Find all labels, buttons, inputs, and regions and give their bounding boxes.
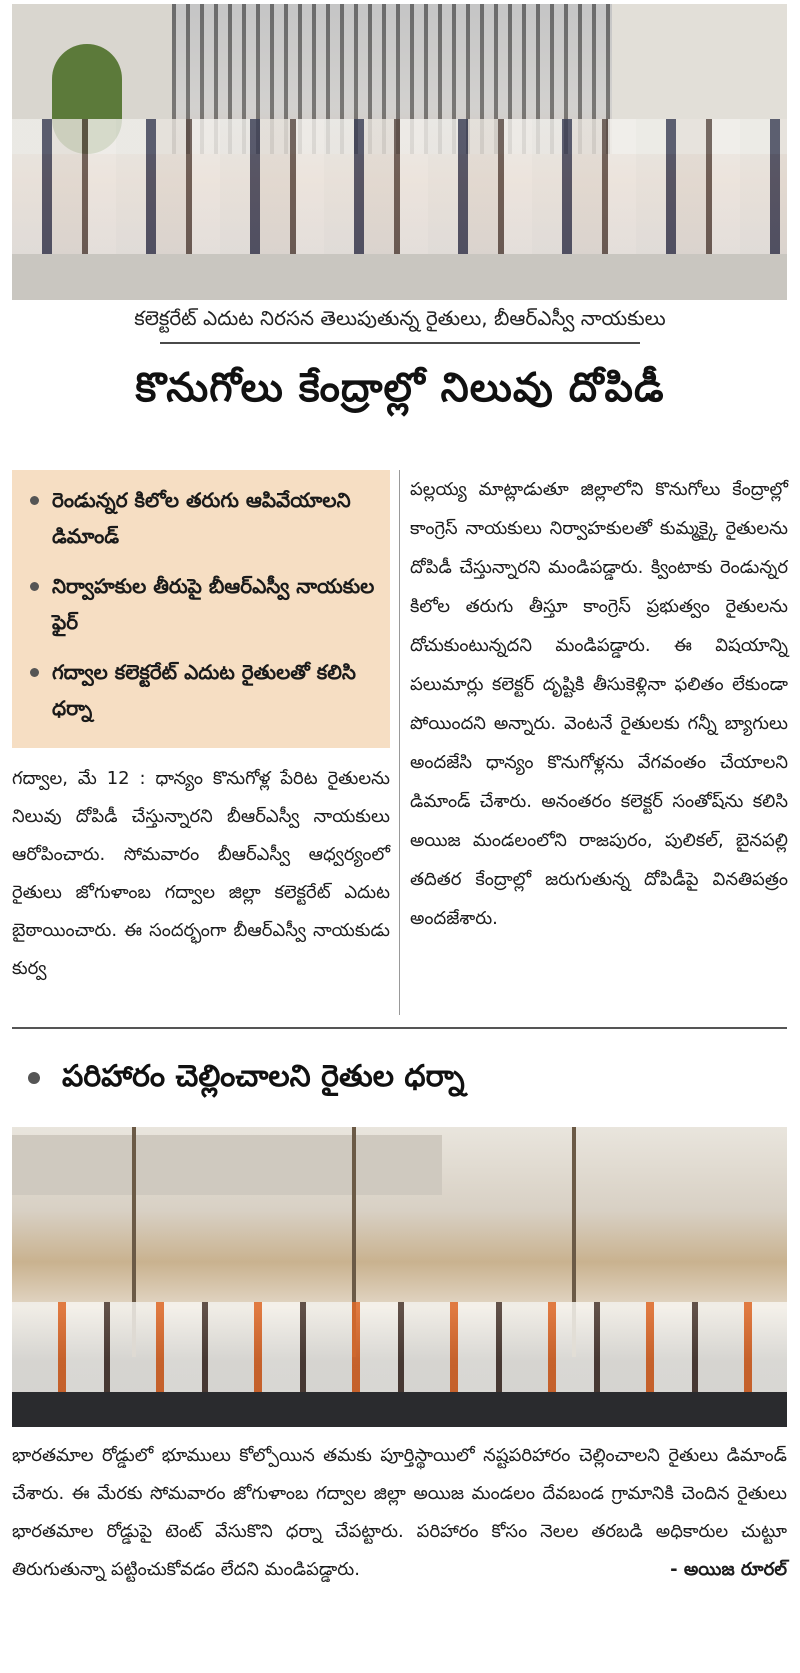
highlight-item xyxy=(30,568,378,640)
section-divider xyxy=(12,1027,787,1029)
dharna-photo-tent xyxy=(12,1127,787,1427)
second-article-body xyxy=(12,1437,787,1589)
second-article-headline xyxy=(28,1055,768,1099)
highlight-item xyxy=(30,482,378,554)
main-headline: కొనుగోలు కేంద్రాల్లో నిలువు దోపిడీ xyxy=(135,365,665,411)
highlight-text: రెండున్నర కిలోల తరుగు ఆపివేయాలని డిమాండ్ xyxy=(52,488,351,548)
article-body-right-column: పల్లయ్య మాట్లాడుతూ జిల్లాలోని కొనుగోలు కేంద్రాల్లో కాంగ్రెస్ నాయకులు నిర్వాహకులతో కుమ్మక్కై రైతులను దోపిడీ చేస్తున్నారని మండిపడ్డారు. క్వింటాకు రెండున్నర కిలోల తరుగు తీస్తూ కాంగ్రెస్ ప్రభుత్వం రైతులను దోచుకుంటున్నదని మండిపడ్డారు. ఈ విషయాన్ని పలుమార్లు కలెక్టర్ దృష్టికి తీసుకెళ్లినా ఫలితం లేకుండా పోయిందని అన్నారు. వెంటనే రైతులకు గన్నీ బ్యాగులు అందజేసి ధాన్యం కొనుగోళ్లను వేగవంతం చేయాలని డిమాండ్ చేశారు. అనంతరం కలెక్టర్ సంతోష్‌ను కలిసి అయిజ మండలంలోని రాజపురం, పులికల్, బైనపల్లి తదితర కేంద్రాల్లో జరుగుతున్న దోపిడీపై వినతిపత్రం అందజేశారు. xyxy=(410,479,788,929)
second-article-text: భారతమాల రోడ్డులో భూములు కోల్పోయిన తమకు పూర్తిస్థాయిలో నష్టపరిహారం చెల్లించాలని రైతులు డిమాండ్ చేశారు. ఈ మేరకు సోమవారం జోగుళాంబ గద్వాల జిల్లా అయిజ మండలం దేవబండ గ్రామానికి చెందిన రైతులు భారతమాల రోడ్డుపై టెంట్ వేసుకొని ధర్నా చేపట్టారు. పరిహారం కోసం నెలల తరబడి అధికారుల చుట్టూ తిరుగుతున్నా పట్టించుకోవడం లేదని మండిపడ్డారు. xyxy=(12,1445,787,1580)
byline: - అయిజ రూరల్ xyxy=(670,1559,787,1580)
caption-divider xyxy=(160,342,640,344)
highlight-text: గద్వాల కలెక్టరేట్ ఎదుట రైతులతో కలిసి ధర్నా xyxy=(52,660,356,720)
article-body-left-column: గద్వాల, మే 12 : ధాన్యం కొనుగోళ్ల పేరిట రైతులను నిలువు దోపిడీ చేస్తున్నారని బీఆర్ఎస్వీ నాయకులు ఆరోపించారు. సోమవారం బీఆర్ఎస్వీ ఆధ్వర్యంలో రైతులు జోగుళాంబ గద్వాల జిల్లా కలెక్టరేట్ ఎదుట బైఠాయించారు. ఈ సందర్భంగా బీఆర్ఎస్వీ నాయకుడు కుర్వ xyxy=(12,768,390,979)
highlights-box xyxy=(12,470,390,748)
bullet-icon xyxy=(28,1072,40,1084)
highlights-list xyxy=(12,470,390,726)
photo-ground xyxy=(12,254,787,300)
photo-tarpaulin xyxy=(12,1392,787,1427)
photo-caption: కలెక్టరేట్ ఎదుట నిరసన తెలుపుతున్న రైతులు, బీఆర్ఎస్వీ నాయకులు xyxy=(134,306,666,330)
highlight-text: నిర్వాహకుల తీరుపై బీఆర్ఎస్వీ నాయకుల ఫైర్ xyxy=(52,574,375,634)
photo-wall xyxy=(12,1135,442,1195)
highlight-item xyxy=(30,654,378,726)
protest-photo-collectorate xyxy=(12,4,787,300)
column-divider xyxy=(399,470,400,1015)
bullet-icon xyxy=(30,582,39,591)
bullet-icon xyxy=(30,668,39,677)
bullet-icon xyxy=(30,496,39,505)
second-headline-text: పరిహారం చెల్లించాలని రైతుల ధర్నా xyxy=(62,1059,465,1094)
